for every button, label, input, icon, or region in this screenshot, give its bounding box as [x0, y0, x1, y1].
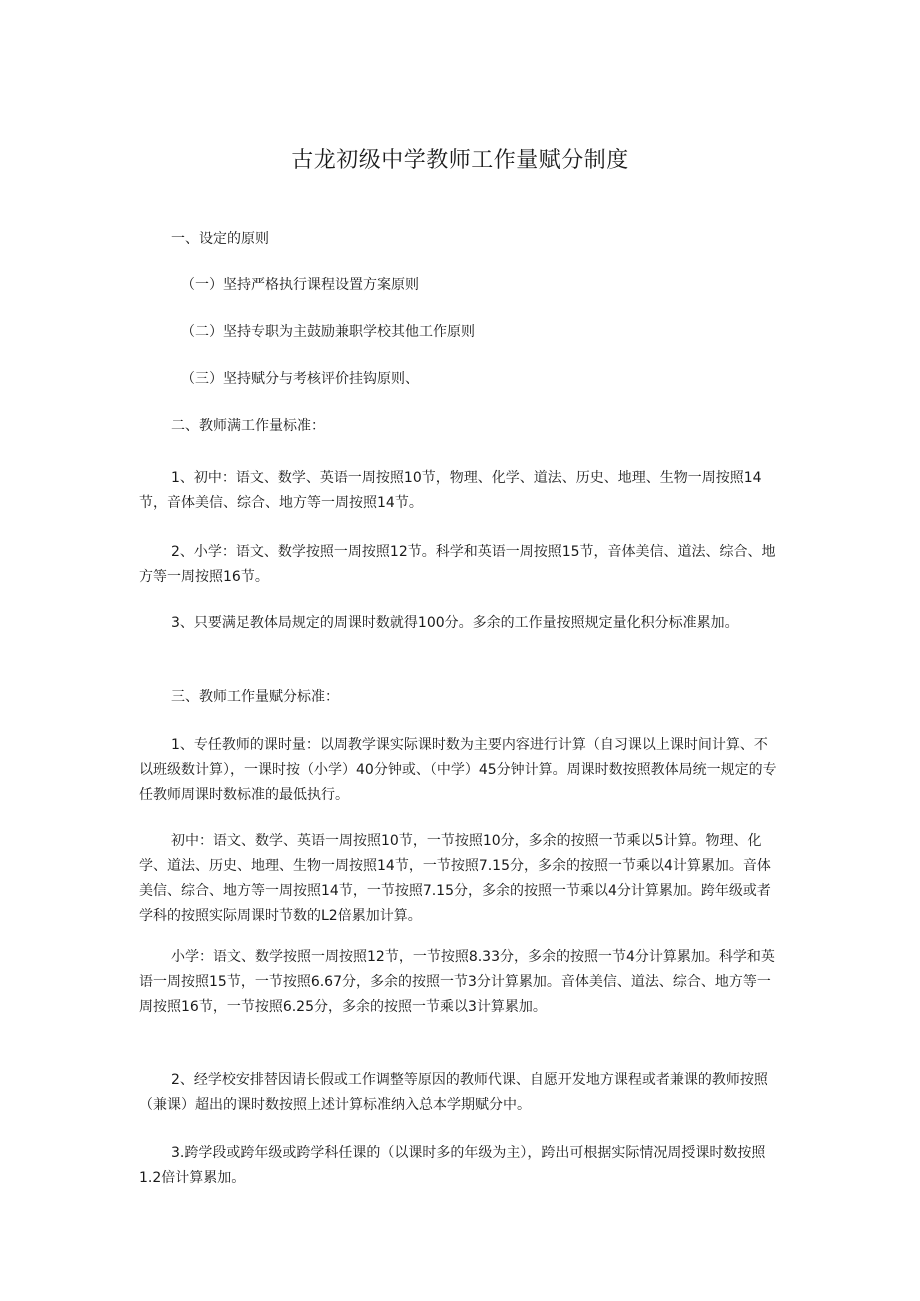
- section-heading-full-workload: 二、教师满工作量标准：: [171, 418, 325, 434]
- section-heading-scoring-standard: 三、教师工作量赋分标准：: [171, 689, 339, 705]
- section-heading-principles: 一、设定的原则: [171, 231, 269, 247]
- full-workload-item-3: 3、只要满足教体局规定的周课时数就得100分。多余的工作量按照规定量化积分标准累加。: [171, 615, 739, 631]
- scoring-primary: 小学：语文、数学按照一周按照12节，一节按照8.33分，多余的按照一节4分计算累加。科学和英语一周按照15节，一节按照6.67分，多余的按照一节3分计算累加。音体美信、道法、综合、地方等一周按照16节，一节按照6.25分，多余的按照一节乘以3计算累加。: [139, 949, 775, 1015]
- scoring-junior-high: 初中：语文、数学、英语一周按照10节，一节按照10分，多余的按照一节乘以5计算。物理、化学、道法、历史、地理、生物一周按照14节，一节按照7.15分，多余的按照一节乘以4计算累加。音体美信、综合、地方等一周按照14节，一节按照7.15分，多余的按照一节乘以4分计算累加。跨年级或者学科的按照实际周课时节数的L2倍累加计算。: [139, 833, 771, 924]
- document-title: 古龙初级中学教师工作量赋分制度: [291, 148, 629, 173]
- principle-item-1: （一）坚持严格执行课程设置方案原则: [181, 277, 419, 293]
- scoring-item-3: 3.跨学段或跨年级或跨学科任课的（以课时多的年级为主），跨出可根据实际情况周授课时数按照1.2倍计算累加。: [139, 1145, 766, 1186]
- scoring-item-2: 2、经学校安排替因请长假或工作调整等原因的教师代课、自愿开发地方课程或者兼课的教师按照（兼课）超出的课时数按照上述计算标准纳入总本学期赋分中。: [139, 1072, 768, 1113]
- full-workload-item-2: 2、小学：语文、数学按照一周按照12节。科学和英语一周按照15节，音体美信、道法、综合、地方等一周按照16节。: [139, 544, 776, 585]
- full-workload-item-1: 1、初中：语文、数学、英语一周按照10节，物理、化学、道法、历史、地理、生物一周按照14节，音体美信、综合、地方等一周按照14节。: [139, 470, 762, 511]
- principle-item-2: （二）坚持专职为主鼓励兼职学校其他工作原则: [181, 324, 475, 340]
- principle-item-3: （三）坚持赋分与考核评价挂钩原则、: [181, 371, 419, 387]
- scoring-item-1: 1、专任教师的课时量：以周教学课实际课时数为主要内容进行计算（自习课以上课时间计算、不以班级数计算），一课时按（小学）40分钟或、（中学）45分钟计算。周课时数按照教体局统一规定的专任教师周课时数标准的最低执行。: [139, 737, 777, 803]
